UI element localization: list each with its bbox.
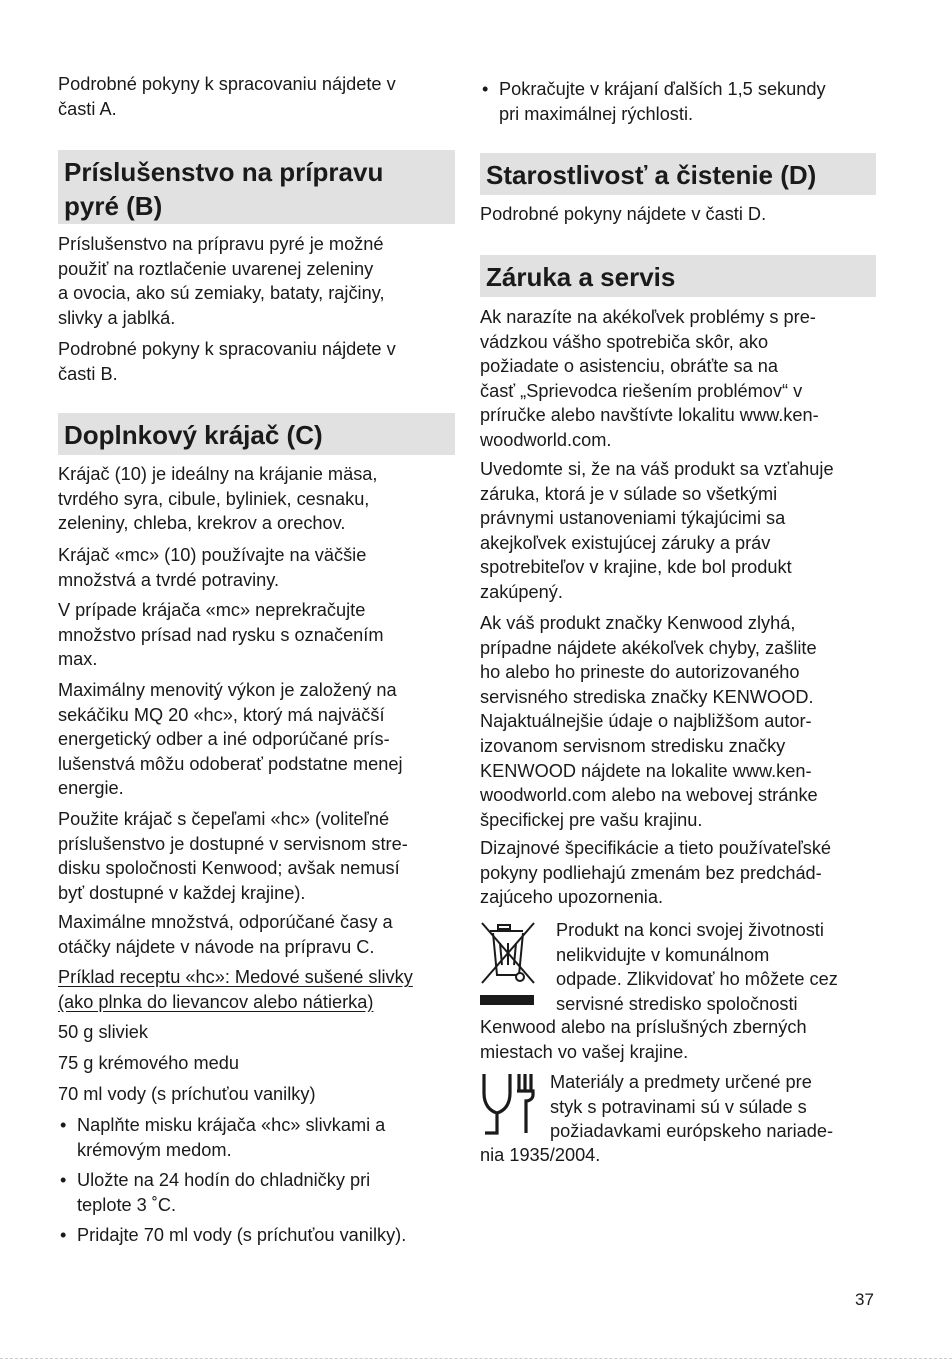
- chopper-mc-usage: Krájač «mc» (10) používajte na väčšie množstvá a tvrdé potraviny.: [58, 545, 367, 590]
- warranty-paragraph: Uvedomte si, že na váš produkt sa vzťahuje záruka, ktorá je v súlade so všetkými právnymi ustanoveniami týkajúcimi sa akejkoľvek existujúcej záruky a práv spotrebiteľov v krajine, kde bol produkt zakúpený.: [480, 459, 834, 602]
- max-quantities-ref: Maximálne množstvá, odporúčané časy a otáčky nájdete v návode na prípravu C.: [58, 912, 393, 957]
- section-heading-b: Príslušenstvo na prípravu pyré (B): [58, 150, 455, 224]
- ingredient-item: 75 g krémového medu: [58, 1053, 239, 1073]
- hc-blades-note: Použite krájač s čepeľami «hc» (voliteľné príslušenstvo je dostupné v servisnom stre- disku spoločnosti Kenwood; avšak nemusí byť dostupné v každej krajine).: [58, 809, 408, 903]
- puree-instructions-ref: Podrobné pokyny k spracovaniu nájdete v časti B.: [58, 339, 396, 384]
- rated-power-note: Maximálny menovitý výkon je založený na sekáčiku MQ 20 «hc», ktorý má najväčší energetický odber a iné odporúčané prís- lušenstvá môžu odoberať podstatne menej energie.: [58, 680, 403, 799]
- section-heading-c: Doplnkový krájač (C): [58, 413, 455, 455]
- puree-description: Príslušenstvo na prípravu pyré je možné použiť na roztlačenie uvarenej zeleniny a ovocia, ako sú zemiaky, bataty, rajčiny, slivky a jablká.: [58, 234, 385, 328]
- bullet-icon: •: [60, 1170, 67, 1190]
- bullet-icon: •: [482, 79, 489, 99]
- bullet-icon: •: [60, 1115, 67, 1135]
- section-heading-d: Starostlivosť a čistenie (D): [480, 153, 876, 195]
- bullet-icon: •: [60, 1225, 67, 1245]
- recipe-title: Príklad receptu «hc»: Medové sušené slivky (ako plnka do lievancov alebo nátierka): [58, 967, 413, 1012]
- disposal-notice-continued: Kenwood alebo na príslušných zberných miestach vo vašej krajine.: [480, 1017, 807, 1062]
- chopper-description: Krájač (10) je ideálny na krájanie mäsa, tvrdého syra, cibule, byliniek, cesnaku, zeleniny, chleba, krekrov a orechov.: [58, 464, 378, 534]
- chopper-max-warning: V prípade krájača «mc» neprekračujte množstvo prísad nad rysku s označením max.: [58, 600, 384, 670]
- troubleshooting-paragraph: Ak narazíte na akékoľvek problémy s pre- vádzkou vášho spotrebiča skôr, ako požiadate o asistenciu, obráťte sa na časť „Sprievodca riešením problémov“ v príručke alebo navštívte lokalitu www.ken- woodworld.com.: [480, 307, 819, 450]
- page-number: 37: [855, 1290, 874, 1309]
- care-instructions-ref: Podrobné pokyny nájdete v časti D.: [480, 204, 767, 224]
- page-bottom-edge: [0, 1358, 952, 1359]
- section-heading-service: Záruka a servis: [480, 255, 876, 297]
- ingredient-item: 70 ml vody (s príchuťou vanilky): [58, 1084, 316, 1104]
- food-contact-notice-continued: nia 1935/2004.: [480, 1145, 601, 1165]
- glass-and-fork-icon: [479, 1071, 541, 1137]
- design-spec-paragraph: Dizajnové špecifikácie a tieto používateľské pokyny podliehajú zmenám bez predchád- zajúceho upozornenia.: [480, 838, 832, 908]
- crossed-out-wheelie-bin-icon: [478, 919, 540, 1009]
- service-centre-paragraph: Ak váš produkt značky Kenwood zlyhá, prípadne nájdete akékoľvek chyby, zašlite ho alebo ho prineste do autorizovaného servisného strediska značky KENWOOD. Najaktuálnejšie údaje o najbližšom autor- izovanom servisnom stredisku značky KENWOOD nájdete na lokalite www.ken- woodworld.com alebo na webovej stránke špecifickej pre vašu krajinu.: [480, 613, 818, 830]
- intro-paragraph: Podrobné pokyny k spracovaniu nájdete v časti A.: [58, 74, 396, 119]
- ingredient-item: 50 g sliviek: [58, 1022, 148, 1042]
